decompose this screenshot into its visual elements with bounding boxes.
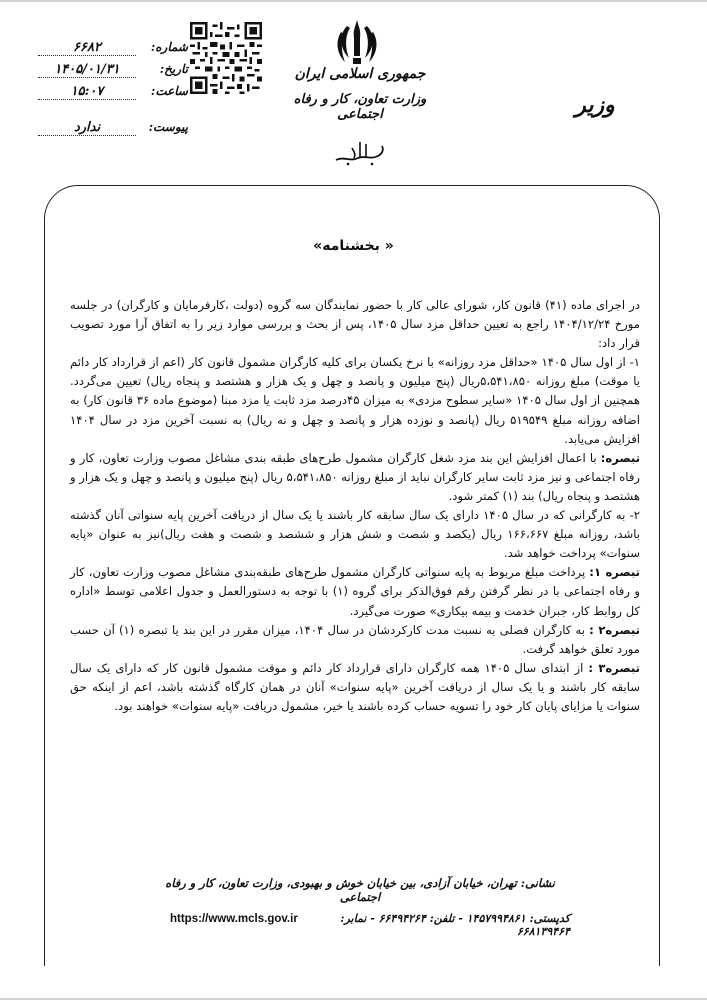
calligraphy-motto-icon [330,138,390,168]
note-3-text: از ابتدای سال ۱۴۰۵ همه کارگران دارای قرارداد کار دائم و موقت مشمول قانون کار که دارای یک سال سابقه کار باشند و یا یک سال از دریافت آخرین «پایه سنوات» آنان در همان کارگاه گذشته باشد، اعم از اینکه حق سنوات یا مزایای پایان کار خود را تسویه حساب کرده باشند یا خیر، مشمول دریافت «پایه سنوات» خواهند بود. [70,660,640,713]
note-1-text: پرداخت مبلغ مربوط به پایه سنواتی کارگران مشمول طرح‌های طبقه‌بندی مشاغل مصوب وزارت تعاون، کار و رفاه اجتماعی با در نظر گرفتن رقم فوق‌الذکر برای گروه (۱) با توجه به دستورالعمل و جدول اعلامی توسط «اداره کل روابط کار، جبران خدمت و بیمه بیکاری» صورت می‌گیرد. [70,565,640,618]
qr-code-icon [190,22,262,94]
note-label: تبصره: [600,450,640,465]
time-value: ۱۵:۰۷ [38,84,136,100]
note-2-paragraph [70,621,640,659]
attachment-value: ندارد [38,120,136,136]
note-1-paragraph [70,563,640,620]
item-1-paragraph: ۱- از اول سال ۱۴۰۵ «حداقل مزد روزانه» با نرخ یکسان برای کلیه کارگران مشمول قانون کار (اعم از قرارداد کار دائم یا موقت) مبلغ روزانه ۵،۵۴۱،۸۵۰ریال (پنج میلیون و پانصد و چهل و یک هزار و هشتصد و پنجاه ریال) تعیین می‌گردد. همچنین از اول سال ۱۴۰۵ «سایر سطوح مزدی» به میزان ۴۵درصد مزد ثابت یا مزد مبنا (موضوع ماده ۳۶ قانون کار) به اضافه روزانه مبلغ ۵۱۹۵۴۹ ریال (پانصد و نوزده هزار و پانصد و چهل و نه ریال) به نسبت آخرین مزد در سال ۱۴۰۴ افزایش می‌یابد. [70,355,641,446]
meta-attachment-row [38,120,188,142]
note-3-paragraph [70,659,640,716]
meta-number-row [38,40,188,62]
note-3-label: تبصره۳ : [588,660,640,675]
note-2-label: تبصره۲ : [589,622,640,637]
attachment-label: پیوست: [148,120,188,134]
meta-time-row [38,84,188,106]
time-label: ساعت: [150,84,188,98]
intro-paragraph: در اجرای ماده (۴۱) قانون کار، شورای عالی کار با حضور نمایندگان سه گروه (دولت ،کارفرمایان و کارگران) در جلسه مورخ ۱۴۰۴/۱۲/۲۴ راجع به تعیین حداقل مزد سال ۱۴۰۵، پس از بحث و بررسی موارد زیر را به اتفاق آرا مورد تصویب قرار داد: [70,298,640,351]
item-2-paragraph: ۲- به کارگرانی که در سال ۱۴۰۵ دارای یک سال سابقه کار باشند یا یک سال از دریافت آخرین پایه سنواتی آنان گذشته باشد، روزانه مبلغ ۱۶۶،۶۶۷ ریال (یکصد و شصت و شش هزار و ششصد و شصت و هفت ریال)نیز به عنوان «پایه سنوات» پرداخت خواهد شد. [70,508,640,561]
number-label: شماره: [150,40,188,54]
circular-body [70,296,640,716]
letter-meta [38,40,188,142]
meta-date-row [38,62,188,84]
ministry-name: وزارت تعاون، کار و رفاه اجتماعی [293,92,427,122]
footer-website-link[interactable]: https://www.mcls.gov.ir [170,913,298,925]
note-1-label: تبصره ۱: [589,565,641,580]
scan-edge-top [0,0,707,2]
country-name: جمهوری اسلامی ایران [294,66,426,82]
note-2-text: به کارگران فصلی به نسبت مدت کارکردشان در سال ۱۴۰۴، میزان مقرر در این بند یا تبصره (۱) آن حسب مورد تعلق خواهد گرفت. [70,622,640,656]
iran-emblem-icon [335,18,379,66]
number-value: ۶۶۸۲ [38,40,136,56]
footer-postal-phone: کدپستی: ۱۴۵۷۹۹۴۸۶۱ - تلفن: ۶۶۴۹۴۲۶۴ - نمابر: ۶۶۸۱۳۹۴۶۴ [340,912,570,938]
footer-address: نشانی: تهران، خیابان آزادی، بین خیابان خوش و بهبودی، وزارت تعاون، کار و رفاه اجتماعی [165,876,555,904]
date-value: ۱۴۰۵/۰۱/۳۱ [38,62,136,78]
note-text: با اعمال افزایش این بند مزد شغل کارگران مشمول طرح‌های طبقه بندی مشاغل مصوب وزارت تعاون، کار و رفاه اجتماعی و نیز مزد ثابت سایر کارگران نباید از مبلغ روزانه ۵،۵۴۱،۸۵۰ ریال (پنج میلیون و پانصد و چهل و یک هزار و هشتصد و پنجاه ریال) بند (۱) کمتر شود. [70,450,640,503]
note-paragraph [70,449,640,506]
circular-title: « بخشنامه» [313,238,394,254]
minister-title: وزیر [575,92,615,118]
date-label: تاریخ: [159,62,188,76]
